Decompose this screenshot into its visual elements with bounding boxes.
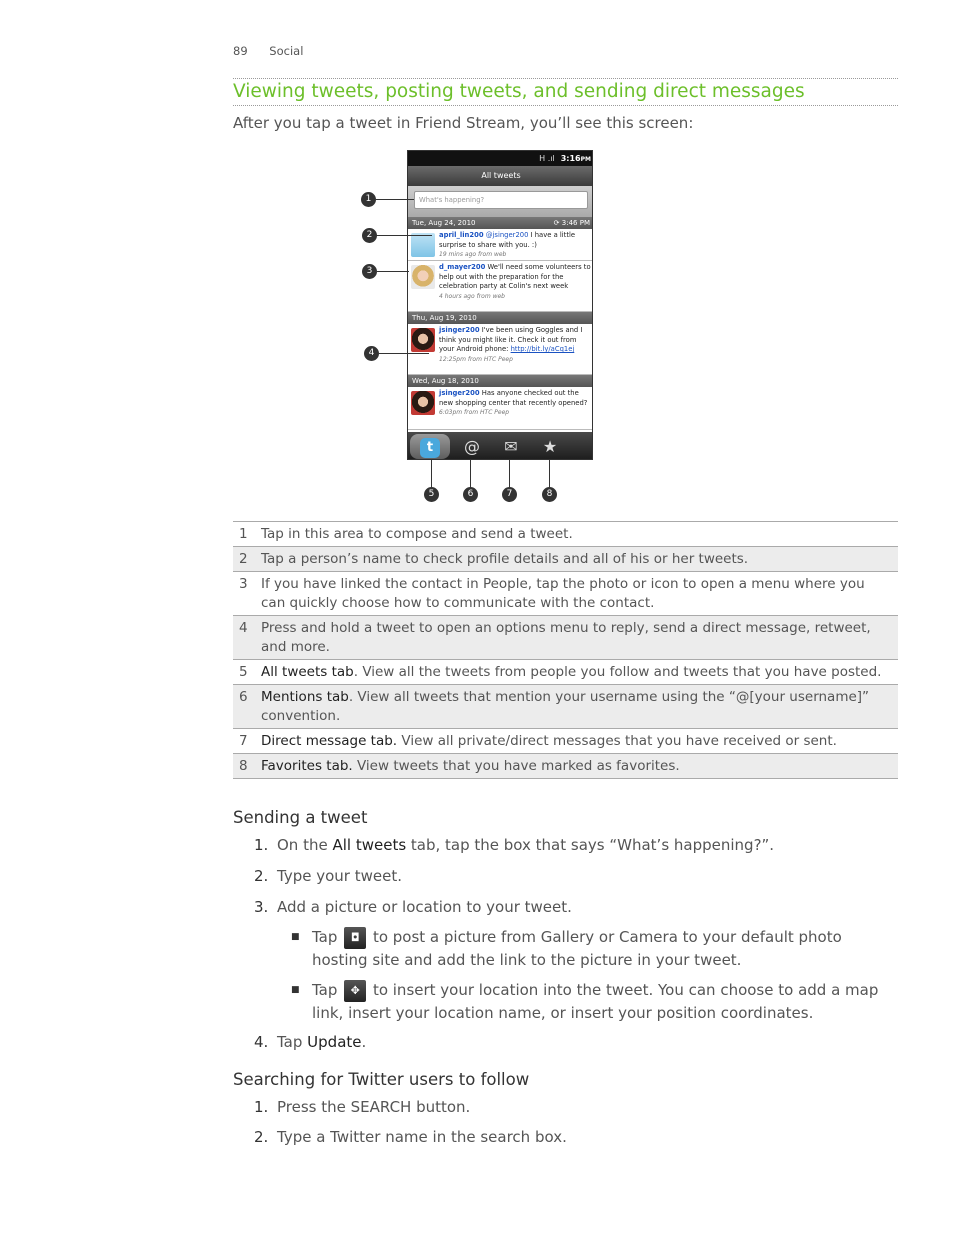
tab-favorites[interactable]	[530, 434, 570, 459]
callout-line	[377, 271, 409, 272]
title-rule-bottom	[233, 105, 898, 106]
legend-num: 7	[239, 733, 248, 749]
step-text: tab, tap the box that says “What’s happening?”.	[406, 836, 775, 854]
bullet-text: Tap	[312, 981, 343, 999]
step-term: Update	[307, 1033, 362, 1051]
legend-term: Favorites tab.	[261, 758, 353, 774]
location-crosshair-icon: ✥	[344, 980, 366, 1002]
intro-text: After you tap a tweet in Friend Stream, you’ll see this screen:	[233, 114, 694, 132]
legend-text: Tap a person’s name to check profile details and all of his or her tweets.	[261, 551, 749, 567]
callout-3: 3	[362, 264, 377, 279]
tweet-user[interactable]: jsinger200	[439, 326, 480, 334]
sending-step-1	[254, 834, 894, 856]
tab-all-tweets[interactable]	[410, 434, 450, 459]
legend-num: 5	[239, 664, 248, 680]
tweet-user[interactable]: d_mayer200	[439, 263, 486, 271]
legend-row	[233, 572, 898, 616]
bullet-insert-location	[291, 979, 891, 1024]
refresh-time	[554, 217, 590, 229]
section-name: Social	[269, 44, 304, 58]
tweet-item[interactable]	[408, 229, 593, 261]
callout-line	[376, 235, 432, 236]
bullet-square-icon: ■	[291, 985, 300, 995]
legend-num: 2	[239, 551, 248, 567]
tweet-mention[interactable]: @jsinger200	[485, 231, 529, 239]
tweet-body: I've been using Goggles and I think you might like it. Check it out from your Android phone:	[439, 326, 583, 353]
step-number: 1.	[254, 1098, 269, 1116]
callout-6: 6	[463, 487, 478, 502]
legend-num: 8	[239, 758, 248, 774]
callout-line	[549, 460, 550, 488]
date-bar	[408, 312, 593, 324]
callout-line	[431, 460, 432, 488]
callout-7: 7	[502, 487, 517, 502]
status-time: 3:16	[560, 154, 581, 163]
callout-line	[376, 199, 414, 200]
page-header	[233, 44, 303, 58]
legend-row	[233, 547, 898, 572]
tweet-text	[439, 263, 591, 301]
refresh-icon: ⟳	[553, 219, 560, 227]
status-bar	[408, 151, 593, 166]
step-text: Type your tweet.	[277, 867, 402, 885]
date-label: Tue, Aug 24, 2010	[412, 219, 476, 227]
compose-input[interactable]: What's happening?	[414, 191, 588, 209]
callout-line	[509, 460, 510, 488]
legend-num: 3	[239, 576, 248, 592]
step-text: On the	[277, 836, 333, 854]
sending-step-2	[254, 865, 894, 887]
callout-5: 5	[424, 487, 439, 502]
refresh-time-label: 3:46 PM	[561, 219, 590, 227]
legend-text: View all private/direct messages that you have received or sent.	[397, 733, 837, 749]
title-rule-top	[233, 78, 898, 79]
legend-text: . View all tweets that mention your username using the “@[your username]” convention.	[261, 689, 870, 724]
legend-row	[233, 616, 898, 660]
camera-icon: ◘	[344, 927, 366, 949]
tab-mentions[interactable]	[452, 434, 492, 459]
tweet-text	[439, 326, 591, 364]
tweet-item[interactable]	[408, 261, 593, 312]
date-bar	[408, 217, 593, 229]
step-number: 2.	[254, 1128, 269, 1146]
legend-row	[233, 685, 898, 729]
step-number: 4.	[254, 1033, 269, 1051]
star-icon: ★	[542, 437, 558, 456]
tweet-text	[439, 389, 591, 418]
at-sign-icon: @	[464, 437, 480, 456]
tweet-user[interactable]: april_lin200	[439, 231, 484, 239]
legend-row	[233, 660, 898, 685]
tab-bar	[408, 432, 593, 460]
contact-photo[interactable]	[411, 265, 435, 289]
legend-text: If you have linked the contact in People, tap the photo or icon to open a menu where you can quickly choose how to communicate with the contact.	[261, 576, 865, 611]
legend-text: Press and hold a tweet to open an options menu to reply, send a direct message, retweet, and more.	[261, 620, 871, 655]
legend-num: 6	[239, 689, 248, 705]
twitter-bird-avatar-icon[interactable]	[411, 233, 435, 257]
contact-photo[interactable]	[411, 391, 435, 415]
bullet-square-icon: ■	[291, 932, 300, 942]
date-bar	[408, 375, 593, 387]
page-number: 89	[233, 44, 248, 58]
tweet-meta: 19 mins ago from web	[439, 251, 507, 258]
bullet-text: to post a picture from Gallery or Camera to your default photo hosting site and add the link to the picture in your tweet.	[312, 928, 842, 969]
searching-step-1	[254, 1096, 894, 1118]
tweet-meta: 12:25pm from HTC Peep	[439, 355, 513, 363]
legend-num: 1	[239, 526, 248, 542]
step-number: 3.	[254, 898, 269, 916]
bullet-text: Tap	[312, 928, 343, 946]
callout-line	[470, 460, 471, 488]
tweet-text	[439, 231, 591, 260]
step-number: 2.	[254, 867, 269, 885]
status-ampm: PM	[580, 156, 591, 163]
section-title: Viewing tweets, posting tweets, and sending direct messages	[233, 81, 805, 102]
legend-term: Mentions tab	[261, 689, 349, 705]
tweet-meta: 4 hours ago from web	[439, 292, 505, 300]
step-text: Tap	[277, 1033, 308, 1051]
tweet-body: Has anyone checked out the new shopping center that recently opened?	[439, 389, 588, 407]
callout-8: 8	[542, 487, 557, 502]
step-text: Add a picture or location to your tweet.	[277, 898, 572, 916]
tweet-item[interactable]	[408, 387, 593, 430]
step-text: Press the SEARCH button.	[277, 1098, 471, 1116]
legend-table	[233, 521, 898, 779]
legend-text: . View all the tweets from people you follow and tweets that you have posted.	[353, 664, 882, 680]
tweet-user[interactable]: jsinger200	[439, 389, 480, 397]
legend-text: View tweets that you have marked as favorites.	[352, 758, 680, 774]
searching-heading: Searching for Twitter users to follow	[233, 1070, 530, 1089]
contact-photo[interactable]	[411, 328, 435, 352]
searching-step-2	[254, 1126, 894, 1148]
tweet-body: I have a little surprise to share with you. :)	[439, 231, 576, 249]
envelope-icon: ✉	[504, 437, 518, 456]
legend-row	[233, 522, 898, 547]
tweet-link[interactable]: http://bit.ly/aCq1ej	[510, 345, 575, 353]
phone-screenshot	[407, 150, 593, 460]
callout-2: 2	[362, 228, 377, 243]
bullet-text: to insert your location into the tweet. You can choose to add a map link, insert your location name, or insert your position coordinates.	[312, 981, 879, 1022]
step-text: .	[361, 1033, 367, 1051]
screen-title: All tweets	[408, 166, 593, 186]
tweet-meta: 6:03pm from HTC Peep	[439, 409, 510, 416]
legend-term: Direct message tab.	[261, 733, 398, 749]
step-term: All tweets	[332, 836, 407, 854]
tab-direct-messages[interactable]	[491, 434, 531, 459]
twitter-bird-icon: t	[420, 438, 440, 458]
legend-row	[233, 729, 898, 754]
sending-heading: Sending a tweet	[233, 808, 368, 827]
signal-icon: H .ıl	[539, 154, 555, 163]
step-number: 1.	[254, 836, 269, 854]
callout-1: 1	[361, 192, 376, 207]
bullet-attach-picture	[291, 926, 891, 971]
callout-4: 4	[364, 346, 379, 361]
legend-term: All tweets tab	[261, 664, 354, 680]
tweet-body: We'll need some volunteers to help out with the preparation for the celebration party at Colin's next week	[439, 263, 591, 290]
sending-step-3	[254, 896, 894, 918]
step-text: Type a Twitter name in the search box.	[277, 1128, 567, 1146]
callout-line	[379, 353, 429, 354]
sending-step-4	[254, 1031, 894, 1053]
legend-num: 4	[239, 620, 248, 636]
date-label: Thu, Aug 19, 2010	[412, 314, 477, 322]
date-label: Wed, Aug 18, 2010	[412, 377, 479, 385]
legend-text: Tap in this area to compose and send a tweet.	[261, 526, 573, 542]
tweet-item[interactable]	[408, 324, 593, 375]
legend-row	[233, 754, 898, 779]
